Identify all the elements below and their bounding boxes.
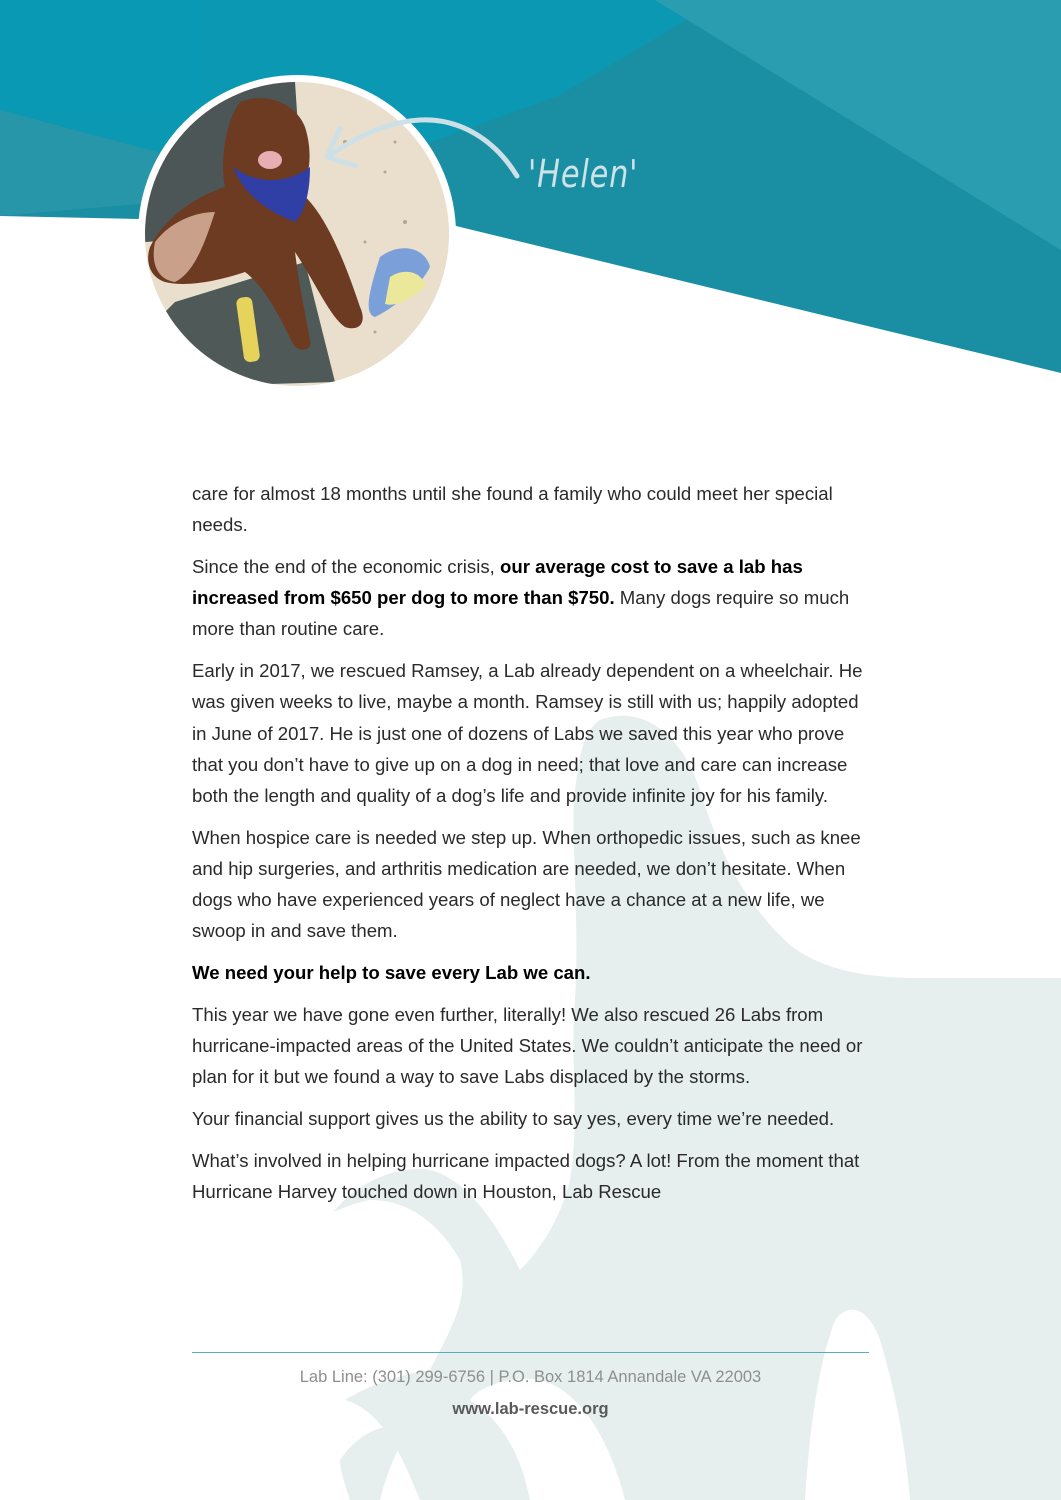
- paragraph-financial-support: Your financial support gives us the ability to say yes, every time we’re needed.: [192, 1108, 835, 1130]
- footer-separator: |: [485, 1368, 499, 1386]
- footer-divider: [192, 1352, 869, 1353]
- paragraph-harvey: What’s involved in helping hurricane impacted dogs? A lot! From the moment that Hurricane Harvey touched down in Houston, Lab Rescue: [192, 1150, 860, 1203]
- footer-contact: [0, 1368, 1061, 1387]
- photo-caption: 'Helen': [528, 152, 639, 196]
- paragraph-call-to-action: We need your help to save every Lab we can.: [192, 962, 591, 984]
- paragraph-hospice: When hospice care is needed we step up. When orthopedic issues, such as knee and hip surgeries, and arthritis medication are needed, we don’t hesitate. When dogs who have experienced years of neglect have a chance at a new life, we swoop in and save them.: [192, 826, 861, 942]
- lab-line-phone[interactable]: Lab Line: (301) 299-6756: [299, 1368, 486, 1386]
- paragraph-ramsey: Early in 2017, we rescued Ramsey, a Lab already dependent on a wheelchair. He was given weeks to live, maybe a month. Ramsey is still with us; happily adopted in June of 2017. He is just one of dozens of Labs we saved this year who prove that you don’t have to give up on a dog in need; that love and care can increase both the length and quality of a dog’s life and provide infinite joy for his family.: [192, 660, 863, 807]
- letter-body: [192, 478, 872, 1218]
- arrow-icon: [300, 100, 540, 200]
- paragraph-hurricane-rescue: This year we have gone even further, literally! We also rescued 26 Labs from hurricane-impacted areas of the United States. We couldn’t anticipate the need or plan for it but we found a way to save Labs displaced by the storms.: [192, 1004, 863, 1088]
- cost-highlight: our average cost to save a lab has increased from $650 per dog to more than $750.: [192, 556, 803, 609]
- paragraph-continuation: care for almost 18 months until she found a family who could meet her special needs.: [192, 483, 833, 536]
- paragraph-cost-increase: Since the end of the economic crisis, our average cost to save a lab has increased from $650 per dog to more than $750. Many dogs require so much more than routine care.: [192, 556, 850, 640]
- website-link[interactable]: www.lab-rescue.org: [452, 1400, 609, 1418]
- mailing-address: P.O. Box 1814 Annandale VA 22003: [498, 1368, 762, 1386]
